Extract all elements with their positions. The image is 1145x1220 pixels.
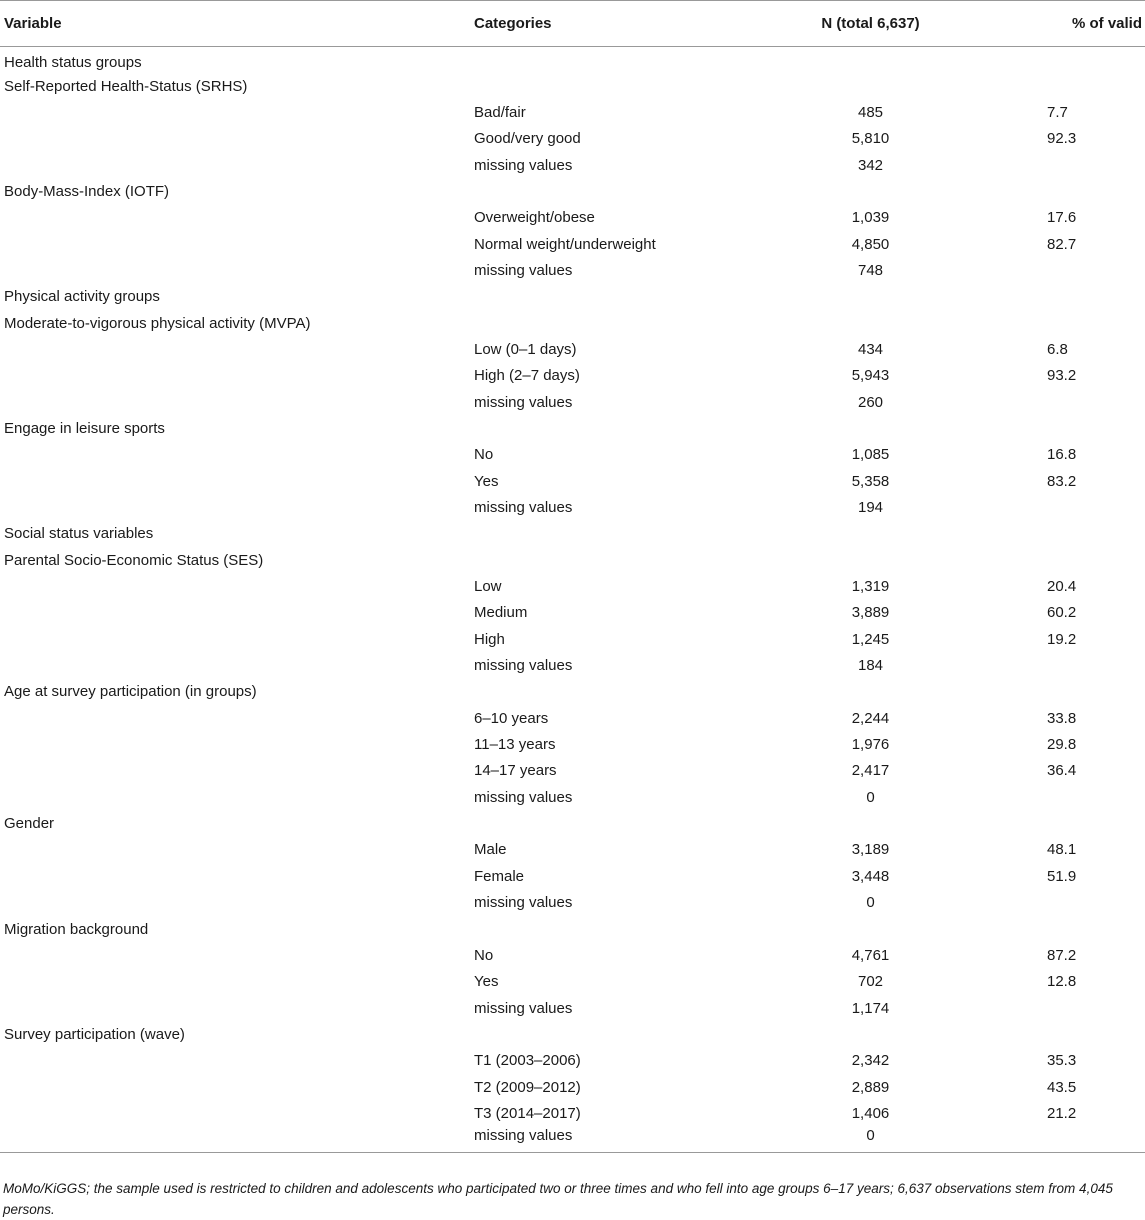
cell-n: 5,810 bbox=[851, 130, 890, 148]
cell-n: 2,417 bbox=[851, 762, 890, 780]
cell-category bbox=[470, 178, 775, 204]
cell-n: 4,761 bbox=[851, 946, 890, 964]
cell-category: Male bbox=[474, 841, 507, 859]
cell-n: 3,889 bbox=[851, 604, 890, 622]
table-row bbox=[0, 731, 1145, 757]
cell-pct-valid: 93.2 bbox=[1047, 367, 1077, 385]
table-row bbox=[0, 758, 1145, 784]
cell-variable bbox=[0, 336, 470, 362]
cell-n bbox=[775, 178, 950, 204]
cell-pct-valid: 60.2 bbox=[1047, 604, 1077, 622]
cell-pct-valid: 21.2 bbox=[1047, 1104, 1077, 1122]
cell-n bbox=[775, 310, 950, 336]
cell-category bbox=[470, 916, 775, 942]
cell-pct-valid bbox=[950, 152, 1145, 178]
cell-n: 0 bbox=[866, 788, 875, 806]
cell-n: 1,085 bbox=[851, 446, 890, 464]
table-row bbox=[0, 679, 1145, 705]
cell-category bbox=[470, 679, 775, 705]
cell-n: 748 bbox=[857, 261, 884, 279]
cell-variable: Gender bbox=[4, 815, 55, 833]
table-row bbox=[0, 810, 1145, 836]
cell-category: missing values bbox=[474, 657, 573, 675]
cell-category: High (2–7 days) bbox=[474, 367, 580, 385]
cell-category: 14–17 years bbox=[474, 762, 557, 780]
table-row bbox=[0, 573, 1145, 599]
cell-category: missing values bbox=[474, 499, 573, 517]
cell-variable: Physical activity groups bbox=[4, 288, 160, 306]
cell-pct-valid: 48.1 bbox=[1047, 841, 1077, 859]
cell-n bbox=[775, 679, 950, 705]
header-n: N (total 6,637) bbox=[775, 1, 950, 47]
cell-pct-valid: 19.2 bbox=[1047, 630, 1077, 648]
cell-pct-valid bbox=[950, 284, 1145, 310]
cell-variable: Self-Reported Health-Status (SRHS) bbox=[4, 77, 248, 95]
table-row bbox=[0, 1048, 1145, 1074]
cell-pct-valid bbox=[950, 679, 1145, 705]
cell-variable: Age at survey participation (in groups) bbox=[4, 683, 257, 701]
cell-variable: Health status groups bbox=[4, 54, 142, 72]
cell-variable bbox=[0, 494, 470, 520]
cell-category: Low bbox=[474, 578, 502, 596]
table-row bbox=[0, 231, 1145, 257]
cell-pct-valid bbox=[950, 652, 1145, 678]
cell-variable bbox=[0, 652, 470, 678]
cell-pct-valid bbox=[950, 1021, 1145, 1047]
table-row bbox=[0, 916, 1145, 942]
cell-pct-valid: 51.9 bbox=[1047, 867, 1077, 885]
cell-n: 260 bbox=[857, 393, 884, 411]
cell-category bbox=[470, 284, 775, 310]
header-variable: Variable bbox=[0, 1, 470, 47]
cell-variable bbox=[0, 231, 470, 257]
cell-category: missing values bbox=[474, 393, 573, 411]
cell-pct-valid bbox=[950, 494, 1145, 520]
table-row bbox=[0, 152, 1145, 178]
cell-pct-valid: 87.2 bbox=[1047, 946, 1077, 964]
cell-category: missing values bbox=[474, 999, 573, 1017]
cell-pct-valid: 7.7 bbox=[1047, 103, 1068, 121]
table-row bbox=[0, 969, 1145, 995]
table-row bbox=[0, 1127, 1145, 1153]
table-row bbox=[0, 336, 1145, 362]
cell-category bbox=[470, 1021, 775, 1047]
cell-variable: Social status variables bbox=[4, 525, 154, 543]
header-row bbox=[0, 1, 1145, 47]
cell-category: Low (0–1 days) bbox=[474, 340, 577, 358]
cell-pct-valid bbox=[950, 310, 1145, 336]
cell-variable bbox=[0, 705, 470, 731]
cell-category: 6–10 years bbox=[474, 709, 549, 727]
cell-variable bbox=[0, 126, 470, 152]
cell-variable: Survey participation (wave) bbox=[4, 1025, 185, 1043]
cell-pct-valid bbox=[950, 995, 1145, 1021]
cell-pct-valid bbox=[950, 810, 1145, 836]
cell-pct-valid bbox=[950, 916, 1145, 942]
header-categories: Categories bbox=[470, 1, 775, 47]
cell-variable bbox=[0, 442, 470, 468]
cell-variable bbox=[0, 758, 470, 784]
table-row bbox=[0, 205, 1145, 231]
cell-category: Female bbox=[474, 867, 525, 885]
cell-n bbox=[775, 1021, 950, 1047]
cell-pct-valid bbox=[950, 415, 1145, 441]
table-row bbox=[0, 521, 1145, 547]
cell-n: 3,189 bbox=[851, 841, 890, 859]
cell-variable bbox=[0, 1048, 470, 1074]
cell-category: missing values bbox=[474, 788, 573, 806]
cell-variable bbox=[0, 863, 470, 889]
cell-category bbox=[470, 310, 775, 336]
table-row bbox=[0, 863, 1145, 889]
cell-variable bbox=[0, 890, 470, 916]
cell-n: 1,976 bbox=[851, 736, 890, 754]
cell-n: 485 bbox=[857, 103, 884, 121]
table-row bbox=[0, 890, 1145, 916]
cell-category: 11–13 years bbox=[474, 736, 556, 754]
cell-n: 702 bbox=[857, 973, 884, 991]
cell-category bbox=[470, 73, 775, 99]
cell-variable bbox=[0, 1074, 470, 1100]
table-row bbox=[0, 652, 1145, 678]
cell-n bbox=[775, 916, 950, 942]
table-row bbox=[0, 784, 1145, 810]
cell-n: 1,039 bbox=[851, 209, 890, 227]
cell-pct-valid: 17.6 bbox=[1047, 209, 1077, 227]
cell-category: High bbox=[474, 630, 505, 648]
cell-variable bbox=[0, 942, 470, 968]
cell-pct-valid bbox=[950, 47, 1145, 73]
cell-pct-valid: 36.4 bbox=[1047, 762, 1077, 780]
cell-n: 184 bbox=[857, 657, 884, 675]
cell-variable: Migration background bbox=[4, 920, 149, 938]
cell-n: 2,342 bbox=[851, 1052, 890, 1070]
cell-n: 2,889 bbox=[851, 1078, 890, 1096]
cell-category bbox=[470, 415, 775, 441]
cell-category: No bbox=[474, 946, 494, 964]
table-row bbox=[0, 126, 1145, 152]
cell-variable: Parental Socio-Economic Status (SES) bbox=[4, 551, 264, 569]
cell-n bbox=[775, 415, 950, 441]
cell-n: 2,244 bbox=[851, 709, 890, 727]
cell-category: T2 (2009–2012) bbox=[474, 1078, 581, 1096]
cell-n: 5,943 bbox=[851, 367, 890, 385]
cell-category: missing values bbox=[474, 261, 573, 279]
cell-category: Yes bbox=[474, 973, 499, 991]
cell-pct-valid bbox=[950, 389, 1145, 415]
table-row bbox=[0, 363, 1145, 389]
cell-pct-valid: 82.7 bbox=[1047, 235, 1077, 253]
cell-variable bbox=[0, 205, 470, 231]
cell-category: No bbox=[474, 446, 494, 464]
cell-variable bbox=[0, 152, 470, 178]
table-row bbox=[0, 284, 1145, 310]
cell-category: Bad/fair bbox=[474, 103, 526, 121]
cell-category: Yes bbox=[474, 472, 499, 490]
cell-n bbox=[775, 284, 950, 310]
cell-category: Normal weight/underweight bbox=[474, 235, 656, 253]
cell-pct-valid: 83.2 bbox=[1047, 472, 1077, 490]
cell-variable bbox=[0, 731, 470, 757]
cell-category: Medium bbox=[474, 604, 528, 622]
cell-n: 1,245 bbox=[851, 630, 890, 648]
cell-pct-valid bbox=[950, 1127, 1145, 1153]
table-row bbox=[0, 705, 1145, 731]
table-body bbox=[0, 47, 1145, 1153]
table-row bbox=[0, 995, 1145, 1021]
cell-n: 434 bbox=[857, 340, 884, 358]
cell-pct-valid: 43.5 bbox=[1047, 1078, 1077, 1096]
cell-variable: Moderate-to-vigorous physical activity (MVPA) bbox=[4, 314, 311, 332]
cell-category: missing values bbox=[474, 156, 573, 174]
cell-variable bbox=[0, 1100, 470, 1126]
cell-variable: Body-Mass-Index (IOTF) bbox=[4, 182, 170, 200]
cell-category: missing values bbox=[474, 894, 573, 912]
cell-category bbox=[470, 547, 775, 573]
cell-n: 0 bbox=[866, 894, 875, 912]
cell-variable bbox=[0, 995, 470, 1021]
table-row bbox=[0, 257, 1145, 283]
cell-pct-valid: 16.8 bbox=[1047, 446, 1077, 464]
cell-pct-valid: 35.3 bbox=[1047, 1052, 1077, 1070]
table-row bbox=[0, 600, 1145, 626]
cell-pct-valid: 20.4 bbox=[1047, 578, 1077, 596]
cell-variable bbox=[0, 626, 470, 652]
table-row bbox=[0, 1074, 1145, 1100]
table-row bbox=[0, 1100, 1145, 1126]
cell-category: T1 (2003–2006) bbox=[474, 1052, 581, 1070]
cell-n: 1,319 bbox=[851, 578, 890, 596]
table-row bbox=[0, 942, 1145, 968]
cell-pct-valid: 33.8 bbox=[1047, 709, 1077, 727]
table-row bbox=[0, 837, 1145, 863]
table-row bbox=[0, 47, 1145, 73]
table-row bbox=[0, 415, 1145, 441]
cell-n bbox=[775, 521, 950, 547]
cell-variable: Engage in leisure sports bbox=[4, 419, 165, 437]
cell-variable bbox=[0, 837, 470, 863]
cell-category bbox=[470, 810, 775, 836]
cell-variable bbox=[0, 573, 470, 599]
table-footnote: MoMo/KiGGS; the sample used is restricted to children and adolescents who participated two or three times and who fell into age groups 6–17 years; 6,637 observations stem from 4,045 persons. bbox=[3, 1181, 1113, 1217]
table-row bbox=[0, 468, 1145, 494]
cell-category bbox=[470, 521, 775, 547]
cell-variable bbox=[0, 363, 470, 389]
cell-n: 342 bbox=[857, 156, 884, 174]
cell-n bbox=[775, 810, 950, 836]
cell-variable bbox=[0, 784, 470, 810]
cell-pct-valid bbox=[950, 890, 1145, 916]
cell-n bbox=[775, 47, 950, 73]
cell-variable bbox=[0, 257, 470, 283]
cell-variable bbox=[0, 389, 470, 415]
cell-n: 1,174 bbox=[851, 999, 890, 1017]
table-row bbox=[0, 310, 1145, 336]
cell-pct-valid: 29.8 bbox=[1047, 736, 1077, 754]
cell-n bbox=[775, 73, 950, 99]
cell-pct-valid bbox=[950, 547, 1145, 573]
table-row bbox=[0, 178, 1145, 204]
table-row bbox=[0, 626, 1145, 652]
table-header bbox=[0, 1, 1145, 47]
cell-variable bbox=[0, 99, 470, 125]
cell-n: 4,850 bbox=[851, 235, 890, 253]
cell-category: Good/very good bbox=[474, 130, 581, 148]
cell-category: T3 (2014–2017) bbox=[474, 1104, 581, 1122]
cell-pct-valid: 6.8 bbox=[1047, 340, 1068, 358]
cell-pct-valid bbox=[950, 178, 1145, 204]
cell-n: 5,358 bbox=[851, 472, 890, 490]
cell-n: 194 bbox=[857, 499, 884, 517]
table-row bbox=[0, 494, 1145, 520]
cell-n: 0 bbox=[775, 1127, 950, 1153]
cell-variable bbox=[0, 969, 470, 995]
table-row bbox=[0, 73, 1145, 99]
cell-pct-valid bbox=[950, 521, 1145, 547]
cell-pct-valid: 92.3 bbox=[1047, 130, 1077, 148]
table-row bbox=[0, 99, 1145, 125]
cell-pct-valid bbox=[950, 257, 1145, 283]
cell-pct-valid bbox=[950, 784, 1145, 810]
table-row bbox=[0, 547, 1145, 573]
cell-variable bbox=[0, 600, 470, 626]
cell-category: missing values bbox=[470, 1127, 775, 1153]
cell-variable bbox=[0, 468, 470, 494]
cell-n: 3,448 bbox=[851, 867, 890, 885]
header-pct-valid: % of valid bbox=[950, 1, 1145, 47]
table-row bbox=[0, 442, 1145, 468]
table-row bbox=[0, 1021, 1145, 1047]
cell-n bbox=[775, 547, 950, 573]
cell-n: 1,406 bbox=[851, 1104, 890, 1122]
cell-pct-valid: 12.8 bbox=[1047, 973, 1077, 991]
cell-pct-valid bbox=[950, 73, 1145, 99]
cell-category: Overweight/obese bbox=[474, 209, 595, 227]
cell-category bbox=[470, 47, 775, 73]
cell-variable bbox=[0, 1127, 470, 1153]
table-row bbox=[0, 389, 1145, 415]
